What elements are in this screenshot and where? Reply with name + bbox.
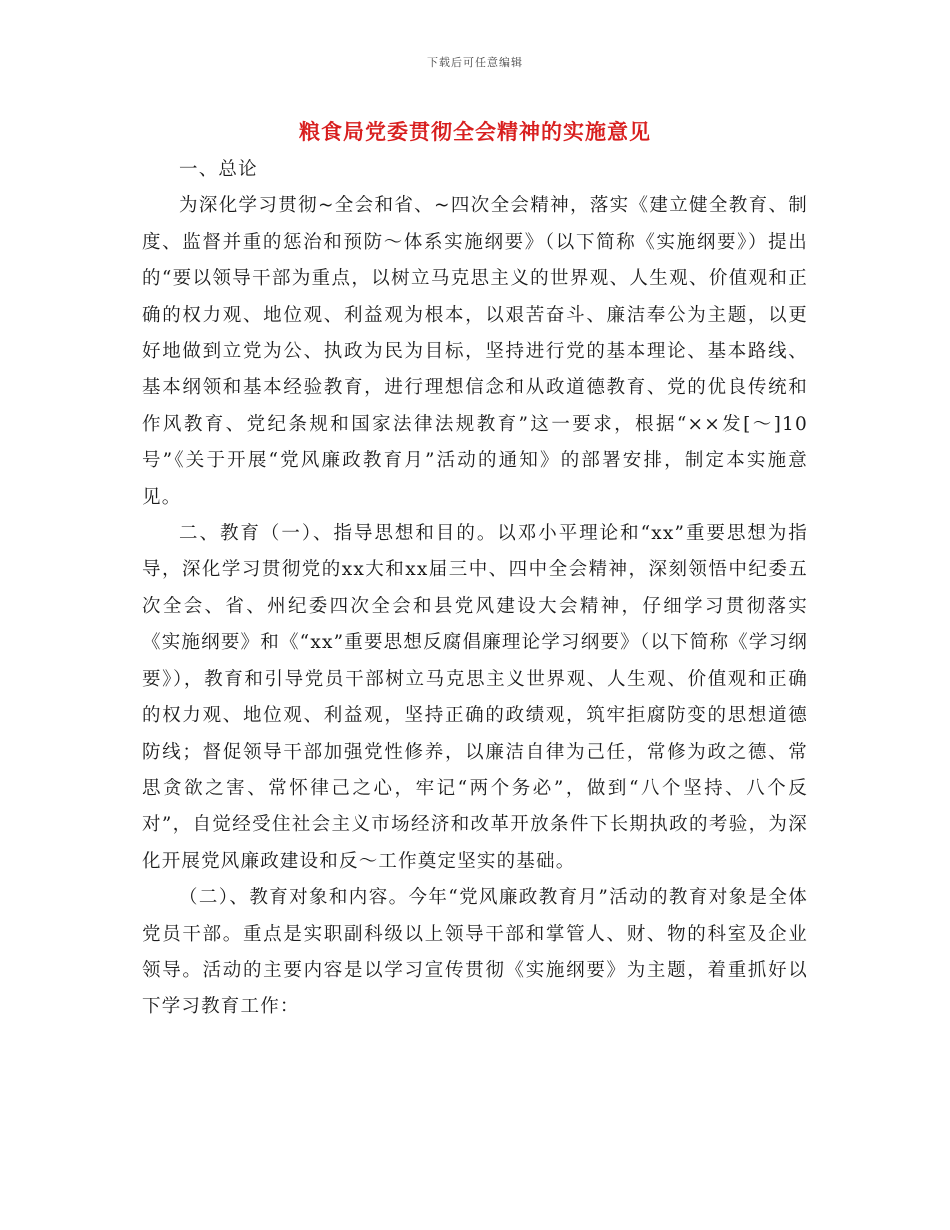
paragraph: 为深化学习贯彻~全会和省、~四次全会精神，落实《建立健全教育、制度、监督并重的惩治和预防～体系实施纲要》（以下简称《实施纲要》）提出的“要以领导干部为重点，以树立马克思主义的世界观、人生观、价值观和正确的权力观、地位观、利益观为根本，以艰苦奋斗、廉洁奉公为主题，以更好地做到立党为公、执政为民为目标，坚持进行党的基本理论、基本路线、基本纲领和基本经验教育，进行理想信念和从政道德教育、党的优良传统和作风教育、党纪条规和国家法律法规教育”这一要求，根据“××发[～]10号”《关于开展“党风廉政教育月”活动的通知》的部署安排，制定本实施意见。 bbox=[142, 195, 808, 508]
document-body bbox=[142, 152, 808, 1026]
paragraph: 二、教育（一）、指导思想和目的。以邓小平理论和“xx”重要思想为指导，深化学习贯彻党的xx大和xx届三中、四中全会精神，深刻领悟中纪委五次全会、省、州纪委四次全会和县党风建设大会精神，仔细学习贯彻落实《实施纲要》和《“xx”重要思想反腐倡廉理论学习纲要》（以下简称《学习纲要》），教育和引导党员干部树立马克思主义世界观、人生观、价值观和正确的权力观、地位观、利益观，坚持正确的政绩观，筑牢拒腐防变的思想道德防线；督促领导干部加强党性修养，以廉洁自律为己任，常修为政之德、常思贪欲之害、常怀律己之心，牢记“两个务必”，做到“八个坚持、八个反对”，自觉经受住社会主义市场经济和改革开放条件下长期执政的考验，为深化开展党风廉政建设和反～工作奠定坚实的基础。 bbox=[142, 523, 808, 872]
paragraph: （二）、教育对象和内容。今年“党风廉政教育月”活动的教育对象是全体党员干部。重点是实职副科级以上领导干部和掌管人、财、物的科室及企业领导。活动的主要内容是以学习宣传贯彻《实施纲要》为主题，着重抓好以下学习教育工作： bbox=[142, 887, 808, 1018]
section-heading-general: 一、总论 bbox=[179, 159, 258, 180]
header-note: 下载后可任意编辑 bbox=[427, 56, 523, 69]
document-title: 粮食局党委贯彻全会精神的实施意见 bbox=[299, 119, 651, 144]
